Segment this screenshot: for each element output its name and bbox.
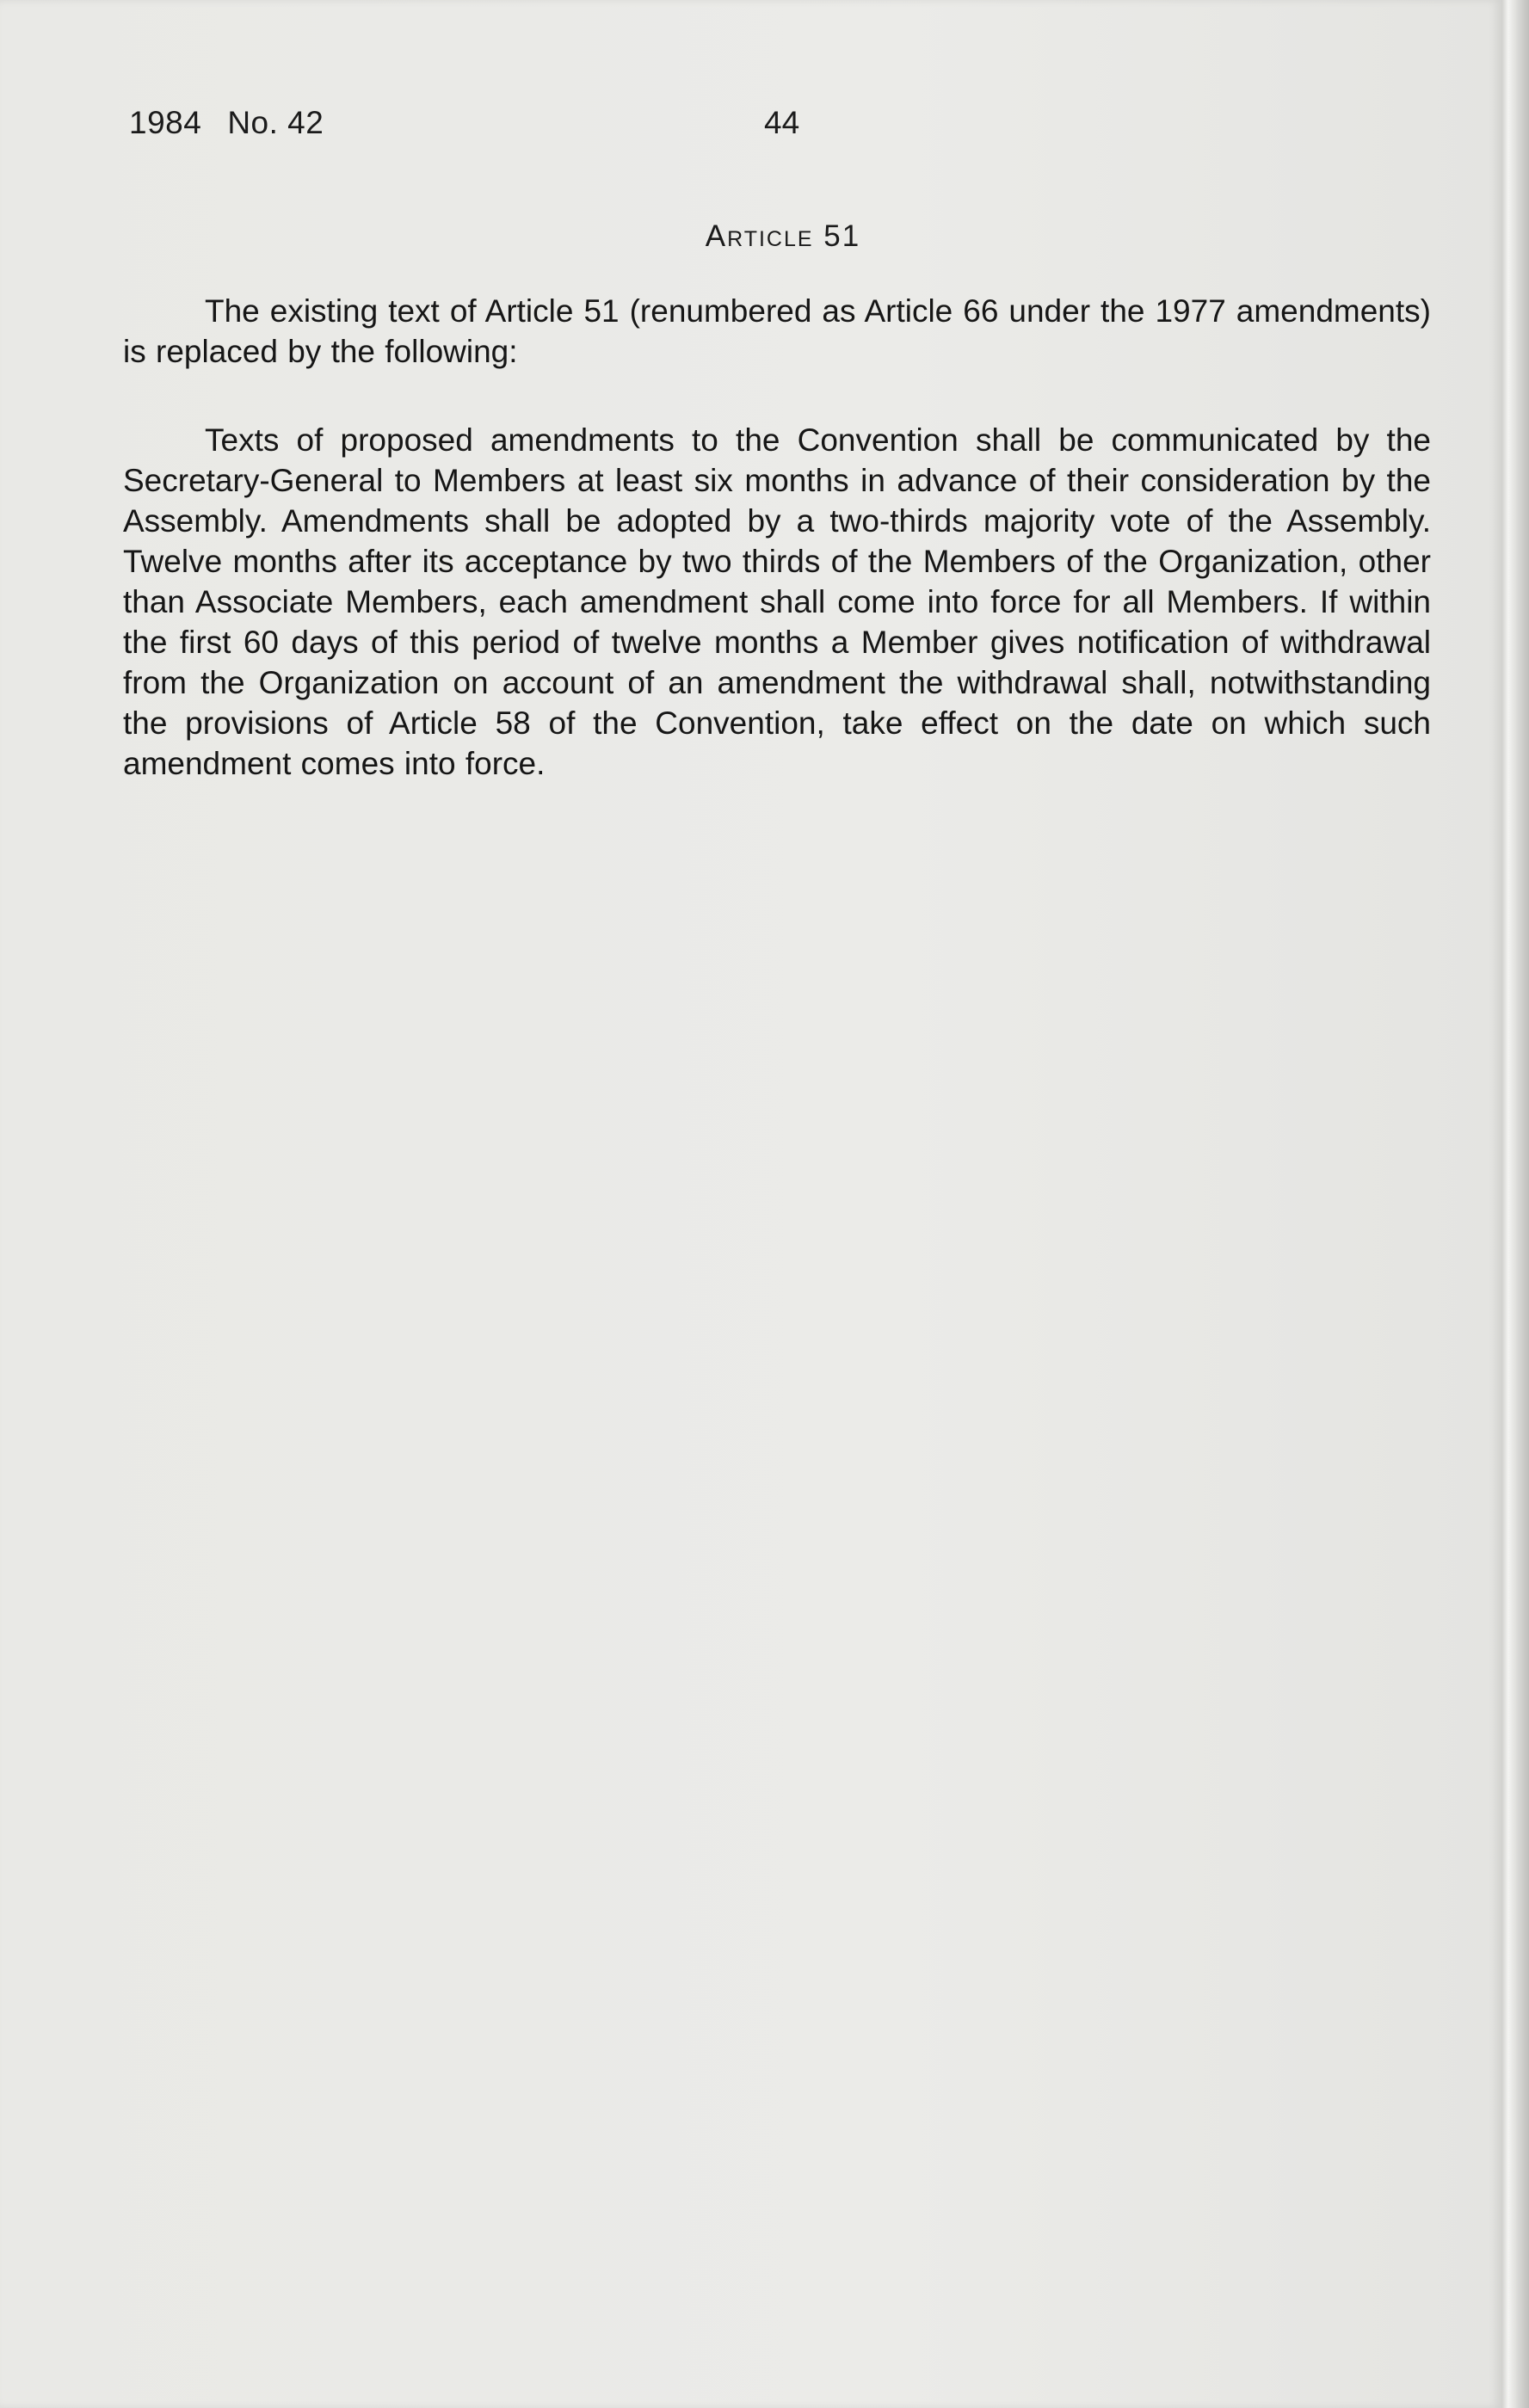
header-number: No. 42 — [227, 105, 324, 140]
page-number: 44 — [764, 105, 800, 140]
show-through-background — [112, 843, 1420, 923]
article-body-paragraph: Texts of proposed amendments to the Convention shall be communicated by the Secretary-General to Members at least six months in advance of their consideration by the Assembly. Amendments shall be adopted by a two-thirds majority vote of the Assembly. Twelve months after its acceptance by two thirds of the Members of the Organization, other than Associate Members, each amendment shall come into force for all Members. If within the first 60 days of this period of twelve months a Member gives notification of withdrawal from the Organization on account of an amendment the withdrawal shall, notwithstanding the provisions of Article 58 of the Convention, take effect on the date on which such amendment comes into force. — [123, 422, 1431, 781]
page-edge — [1501, 0, 1529, 2408]
header-year: 1984 — [129, 105, 202, 140]
article-intro-paragraph: The existing text of Article 51 (renumbered as Article 66 under the 1977 amendments) is replaced by the following: — [123, 293, 1431, 369]
running-head — [129, 105, 324, 141]
article-heading: Article 51 — [705, 219, 861, 253]
